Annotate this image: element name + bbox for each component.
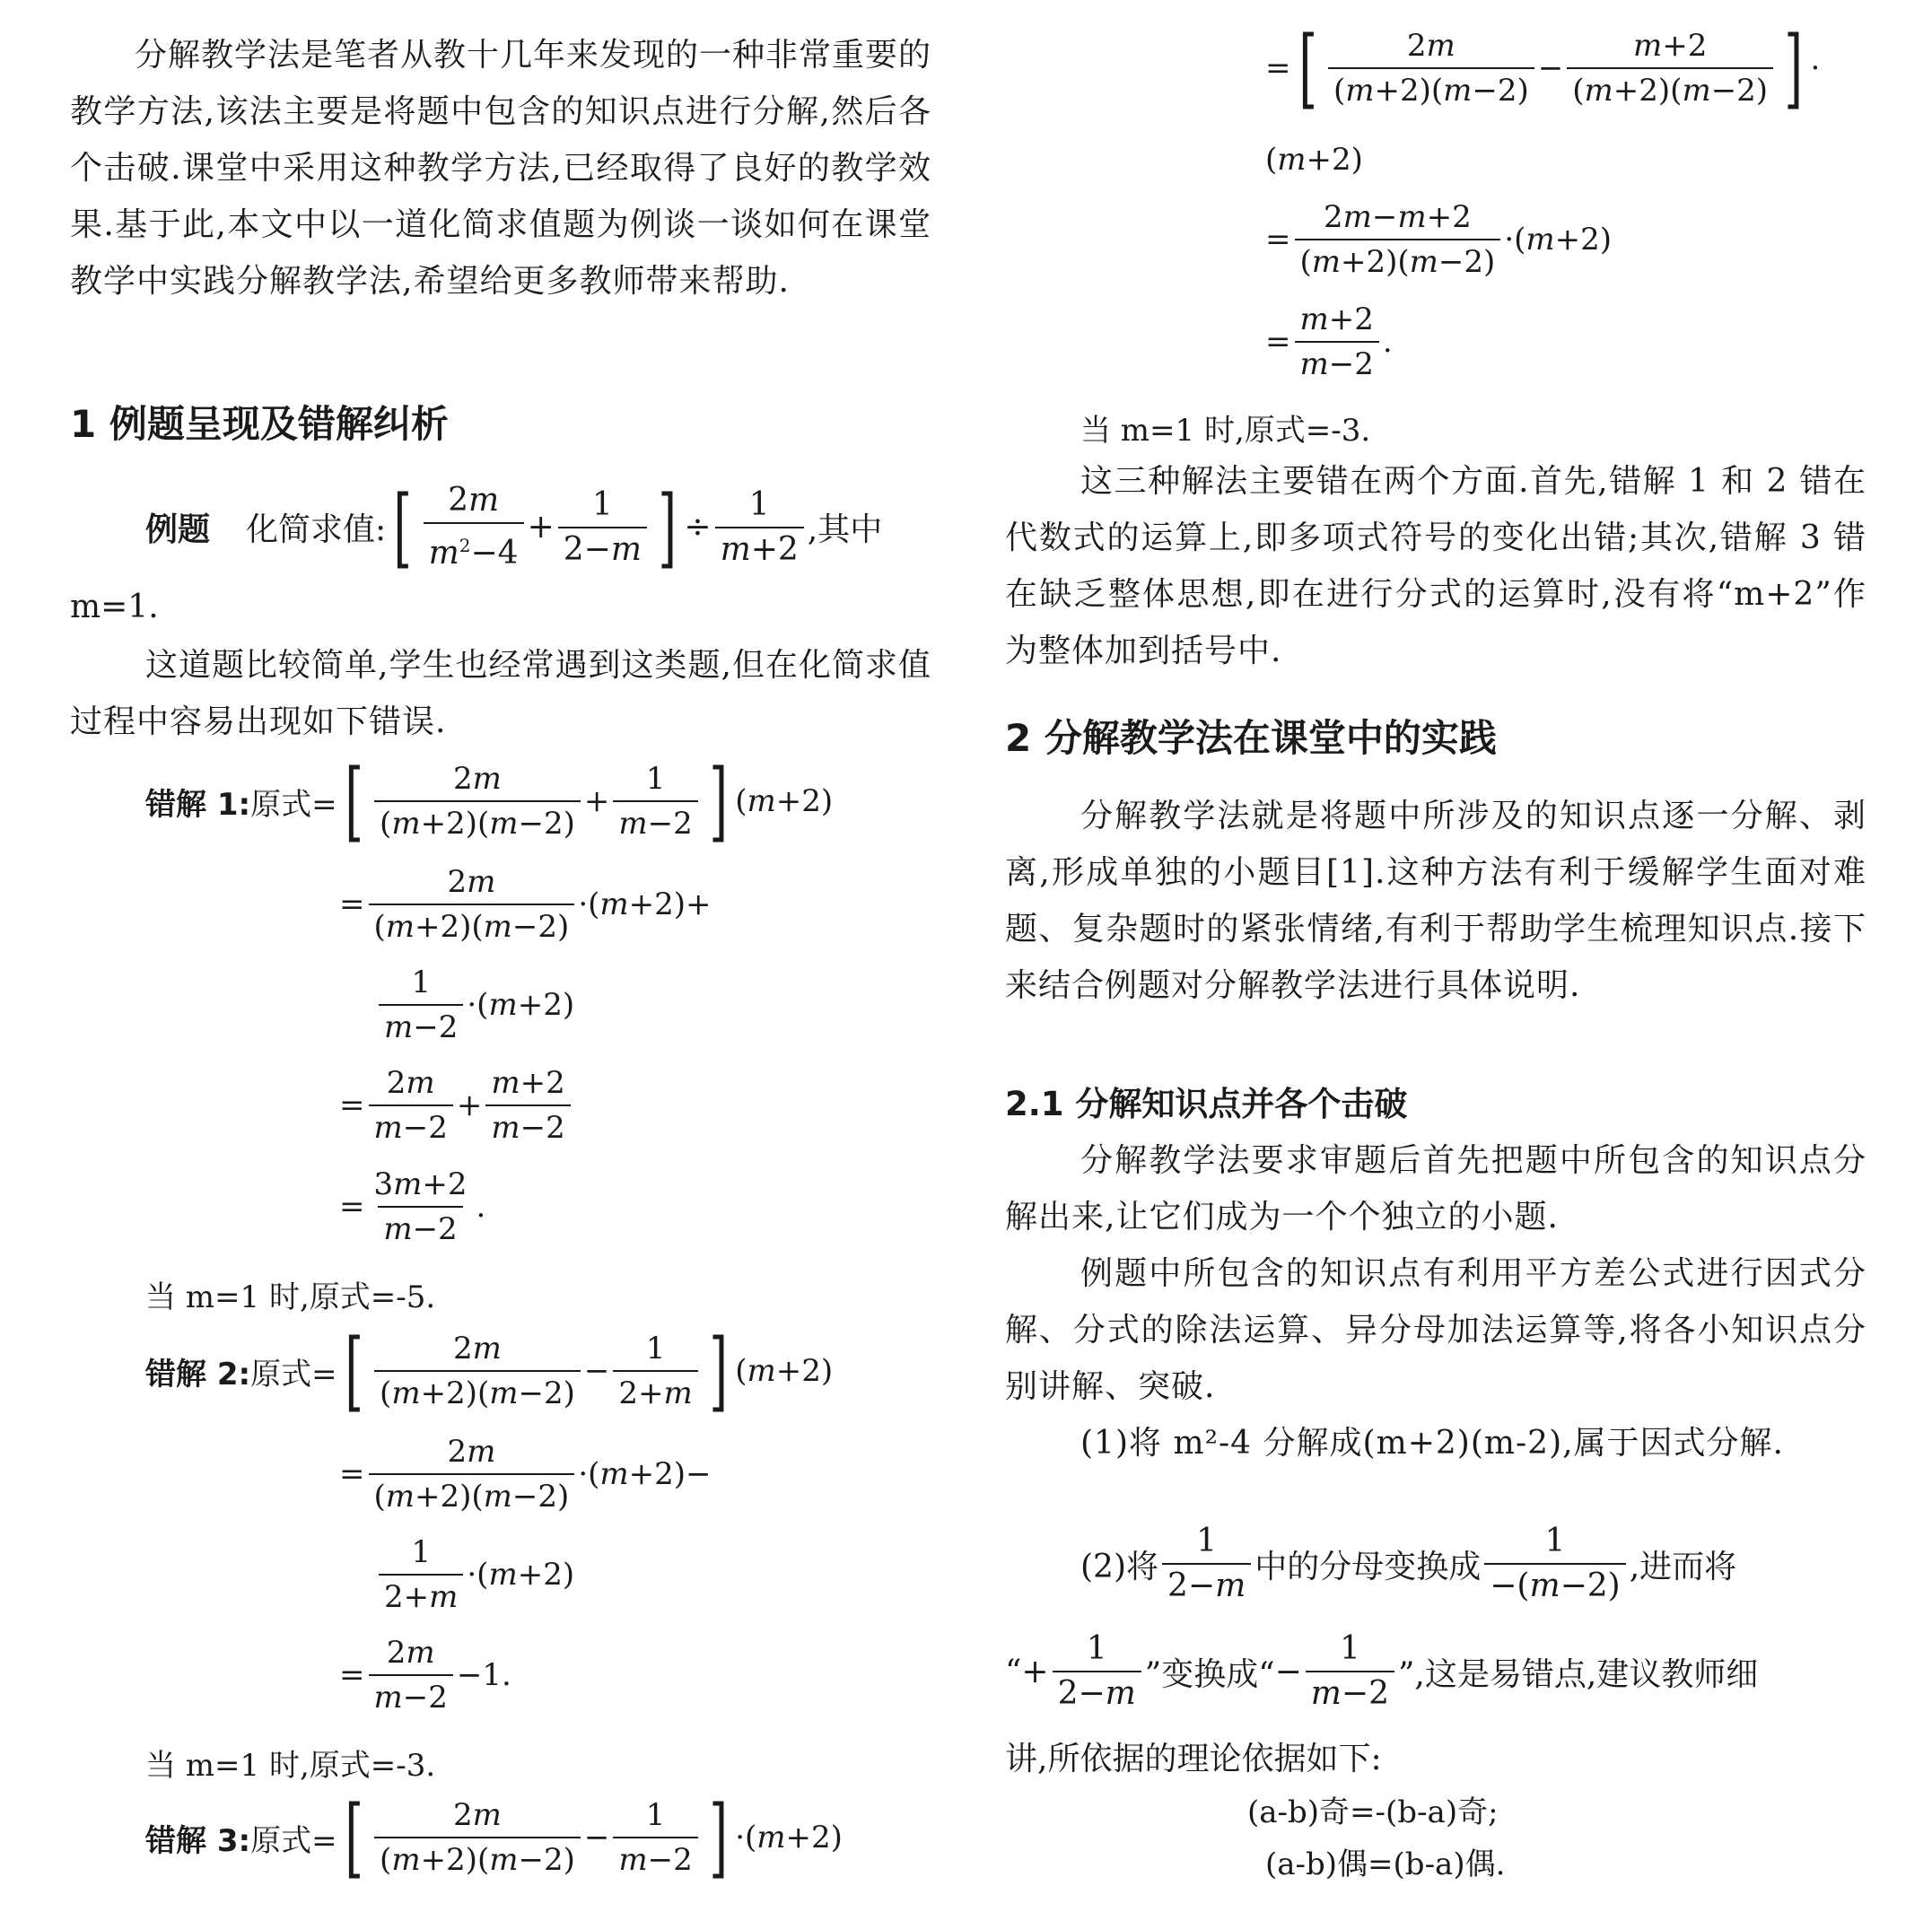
wrong-solution-3-result: 当 m=1 时,原式=-3. [1080, 413, 1371, 449]
section-2-intro: 分解教学法就是将题中所涉及的知识点逐一分解、剥离,形成单独的小题目[1].这种方法有利于缓解学生面对难题、复杂题时的紧张情绪,有利于帮助学生梳理知识点.接下来结合例题对分解教学法进行具体说明. [1005, 798, 1866, 1004]
wrong-solution-1-label: 错解 1: [145, 786, 251, 823]
wrong-solution-2-label: 错解 2: [145, 1356, 251, 1393]
item-1: (1)将 m²-4 分解成(m+2)(m-2),属于因式分解. [1080, 1425, 1784, 1462]
intro-paragraph: 分解教学法是笔者从教十几年来发现的一种非常重要的教学方法,该法主要是将题中包含的知识点进行分解,然后各个击破.课堂中采用这种教学方法,已经取得了良好的教学效果.基于此,本文中以一道化简求值题为例谈一谈如何在课堂教学中实践分解教学法,希望给更多教师带来帮助. [70, 37, 932, 300]
section-2-title: 2 分解教学法在课堂中的实践 [1005, 716, 1497, 760]
example-label: 例题 [145, 511, 211, 548]
example-text: 化简求值: [246, 511, 387, 548]
rule-even: (a-b)偶=(b-a)偶. [1265, 1847, 1506, 1882]
wrong-solution-3-line1: 错解 3: 原式= [ $\frac{2m}{(m+2)(m-2)}$ − $\frac{1}{m-2}$ ] ·( m +2) [145, 1787, 843, 1888]
item-2-text-b: 中的分母变换成 [1254, 1548, 1482, 1585]
example-problem: 例题 化简求值: [ $\frac{2m}{m^2-4}$ + $\frac{1}{2-m}$ ] ÷ $\frac{1}{m+2}$ ,其中 [145, 476, 883, 578]
wrong-solution-1-line3: $\frac{1}{m-2}$ ·( m +2) [375, 965, 574, 1045]
error-analysis: 这三种解法主要错在两个方面.首先,错解 1 和 2 错在代数式的运算上,即多项式符号的变化出错;其次,错解 3 错在缺乏整体思想,即在进行分式的运算时,没有将“m+2”作为整体加到括号中. [1005, 463, 1866, 669]
subsection-2-1-para2: 例题中所包含的知识点有利用平方差公式进行因式分解、分式的除法运算、异分母加法运算等,将各小知识点分别讲解、突破. [1005, 1255, 1866, 1405]
example-commentary: 这道题比较简单,学生也经常遇到这类题,但在化简求值过程中容易出现如下错误. [70, 647, 931, 740]
item-2-line2: “+ $\frac{1}{2-m}$ ”变换成“ − $\frac{1}{m-2}$ ”,这是易错点,建议教师细 [1005, 1630, 1759, 1712]
item-2-text-d: ”变换成“ [1144, 1655, 1275, 1693]
wrong-solution-1-line1: 错解 1: 原式= [ $\frac{2m}{(m+2)(m-2)}$ + $\frac{1}{m-2}$ ] ( m +2) [145, 751, 834, 851]
item-2-text-a: (2)将 [1080, 1548, 1158, 1585]
wrong-solution-2-result: 当 m=1 时,原式=-3. [145, 1748, 436, 1784]
wrong-solution-2-line4: = $\frac{2m}{m-2}$ −1. [339, 1635, 511, 1716]
wrong-solution-2-line1: 错解 2: 原式= [ $\frac{2m}{(m+2)(m-2)}$ − $\frac{1}{2+m}$ ] ( m +2) [145, 1321, 834, 1421]
item-2-line1: (2)将 $\frac{1}{2-m}$ 中的分母变换成 $\frac{1}{-(m-2)}$ ,进而将 [1080, 1523, 1737, 1604]
rule-odd: (a-b)奇=-(b-a)奇; [1247, 1794, 1499, 1830]
wrong-solution-1-line4: = $\frac{2m}{m-2}$ + $\frac{m+2}{m-2}$ [339, 1065, 574, 1146]
wrong-solution-3-line3: = $\frac{2m-m+2}{(m+2)(m-2)}$ ·( m +2) [1265, 199, 1613, 280]
wrong-solution-3-line2b: (m+2) [1265, 142, 1363, 178]
subsection-2-1-title: 2.1 分解知识点并各个击破 [1005, 1085, 1408, 1123]
wrong-solution-3-line4: = $\frac{m+2}{m-2}$ . [1265, 301, 1393, 382]
subsection-2-1-para1: 分解教学法要求审题后首先把题中所包含的知识点分解出来,让它们成为一个个独立的小题. [1005, 1142, 1866, 1235]
item-2-text-e: ”,这是易错点,建议教师细 [1398, 1655, 1759, 1693]
wrong-solution-1-result: 当 m=1 时,原式=-5. [145, 1279, 436, 1315]
example-tail: ,其中 [807, 511, 883, 548]
item-2-line3: 讲,所依据的理论依据如下: [1005, 1741, 1382, 1777]
wrong-solution-3-label: 错解 3: [145, 1822, 251, 1859]
section-1-title: 1 例题呈现及错解纠析 [70, 402, 449, 446]
wrong-solution-2-line3: $\frac{1}{2+m}$ ·( m +2) [375, 1534, 574, 1615]
wrong-solution-3-line2: = [ $\frac{2m}{(m+2)(m-2)}$ − $\frac{m+2}{(m+2)(m-2)}$ ] · [1265, 18, 1821, 118]
wrong-solution-2-line2: = $\frac{2m}{(m+2)(m-2)}$ ·( m +2)− [339, 1434, 712, 1515]
wrong-solution-1-line2: = $\frac{2m}{(m+2)(m-2)}$ ·( m +2)+ [339, 864, 712, 945]
example-condition: m=1. [70, 589, 159, 625]
wrong-solution-1-line5: = $\frac{3m+2}{m-2}$ . [339, 1166, 486, 1247]
item-2-text-c: ,进而将 [1629, 1548, 1737, 1585]
